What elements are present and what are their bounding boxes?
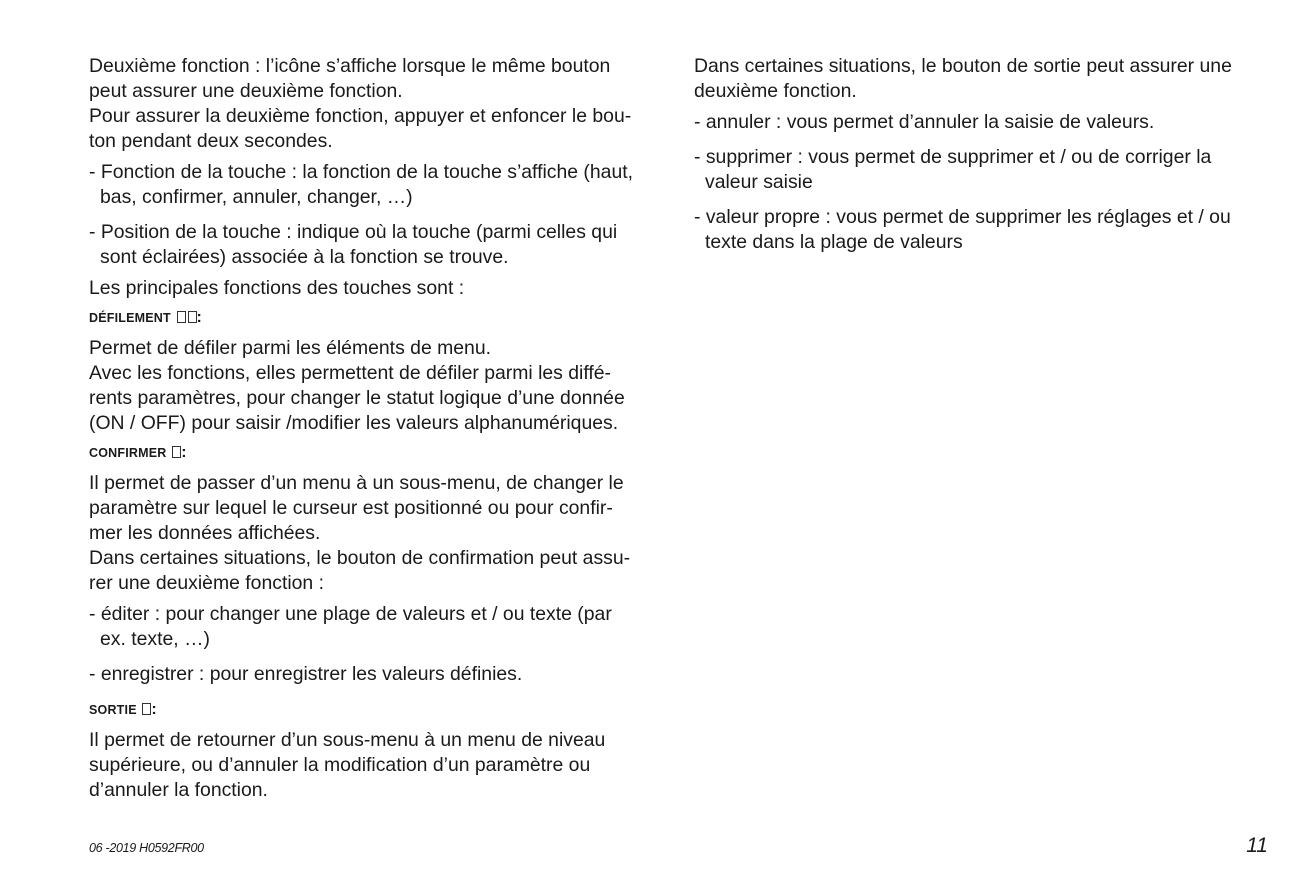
paragraph-scroll-2: Avec les fonctions, elles permettent de défiler parmi les diffé- rents paramètres, pour changer le statut logique d’une donnée (ON / OFF) pour saisir /modifier les valeurs alphanumériques. — [89, 362, 625, 434]
paragraph-main-functions: Les principales fonctions des touches sont : — [89, 277, 465, 299]
bullet-delete: - supprimer : vous permet de supprimer et / ou de corriger la valeur saisie — [694, 146, 1212, 193]
document-reference: 06 -2019 H0592FR00 — [89, 841, 204, 855]
bullet-key-function: - Fonction de la touche : la fonction de la touche s’affiche (haut, bas, confirmer, annuler, changer, …) — [89, 161, 633, 208]
heading-exit: SORTIE : — [89, 701, 157, 718]
paragraph-press-hold: Pour assurer la deuxième fonction, appuyer et enfoncer le bou- ton pendant deux secondes. — [89, 105, 632, 152]
paragraph-exit: Il permet de retourner d’un sous-menu à un menu de niveau supérieure, ou d’annuler la modification d’un paramètre ou d’annuler la fonction. — [89, 729, 606, 801]
bullet-cancel: - annuler : vous permet d’annuler la saisie de valeurs. — [694, 111, 1155, 133]
left-column — [89, 54, 669, 803]
bullet-save: - enregistrer : pour enregistrer les valeurs définies. — [89, 663, 523, 685]
paragraph-second-function: Deuxième fonction : l’icône s’affiche lorsque le même bouton peut assurer une deuxième fonction. — [89, 55, 611, 102]
heading-confirm: CONFIRMER : — [89, 444, 187, 461]
missing-glyph-icon — [188, 311, 197, 323]
bullet-key-position: - Position de la touche : indique où la touche (parmi celles qui sont éclairées) associée à la fonction se trouve. — [89, 221, 618, 268]
paragraph-confirm-1: Il permet de passer d’un menu à un sous-menu, de changer le paramètre sur lequel le curseur est positionné ou pour confir- mer les données affichées. — [89, 472, 624, 544]
missing-glyph-icon — [172, 446, 181, 458]
right-column — [694, 54, 1274, 255]
bullet-edit: - éditer : pour changer une plage de valeurs et / ou texte (par ex. texte, …) — [89, 603, 612, 650]
bullet-own-value: - valeur propre : vous permet de supprimer les réglages et / ou texte dans la plage de valeurs — [694, 206, 1231, 253]
missing-glyph-icon — [177, 311, 186, 323]
paragraph-scroll-1: Permet de défiler parmi les éléments de menu. — [89, 337, 492, 359]
paragraph-confirm-2: Dans certaines situations, le bouton de confirmation peut assu- rer une deuxième fonction : — [89, 547, 631, 594]
paragraph-exit-second-function: Dans certaines situations, le bouton de sortie peut assurer une deuxième fonction. — [694, 55, 1232, 102]
page-number: 11 — [1246, 834, 1268, 857]
heading-scroll: DÉFILEMENT : — [89, 309, 203, 326]
